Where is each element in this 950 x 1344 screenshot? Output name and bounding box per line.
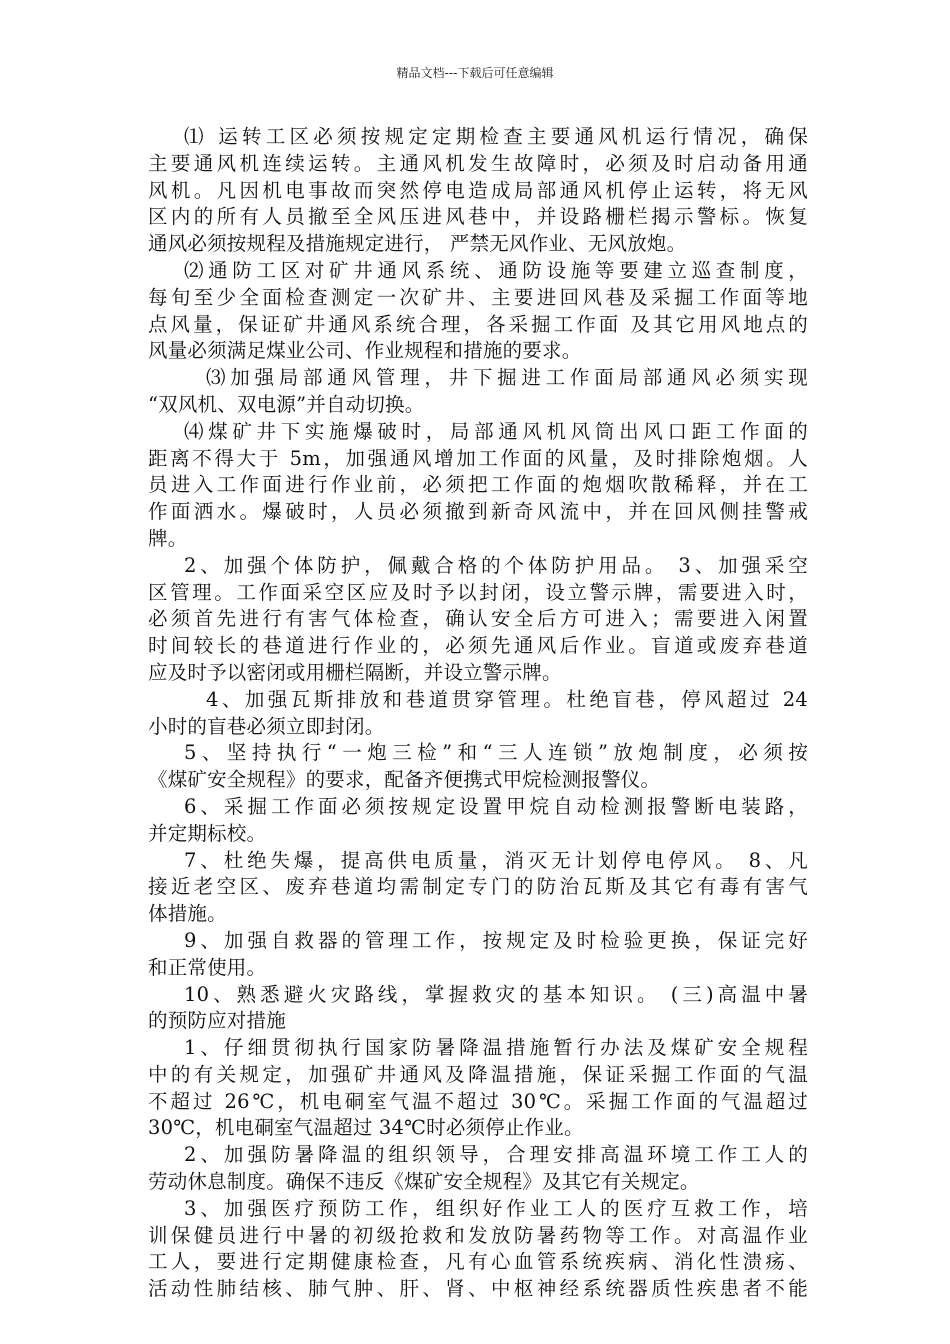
text-line: 4、加强瓦斯排放和巷道贯穿管理。杜绝盲巷，停风超过 24	[206, 687, 808, 711]
text-line: 6、采掘工作面必须按规定设置甲烷自动检测报警断电装路，	[184, 794, 808, 818]
text-line: 《煤矿安全规程》的要求，配备齐便携式甲烷检测报警仪。	[148, 768, 661, 792]
text-line: ⑵通防工区对矿井通风系统、通防设施等要建立巡查制度，	[184, 258, 808, 282]
text-line: 的预防应对措施	[148, 1009, 286, 1033]
text-line: 风量必须满足煤业公司、作业规程和措施的要求。	[148, 339, 582, 363]
text-line: 距离不得大于 5m，加强通风增加工作面的风量，及时排除炮烟。人	[148, 446, 808, 470]
text-line: 时间较长的巷道进行作业的，必须先通风后作业。盲道或废弃巷道	[148, 634, 808, 658]
text-line: 2、加强防暑降温的组织领导，合理安排高温环境工作工人的	[184, 1143, 808, 1167]
text-line: 工人，要进行定期健康检查，凡有心血管系统疾病、消化性溃疡、	[148, 1250, 808, 1274]
text-line: 不超过 26℃，机电硐室气温不超过 30℃。采掘工作面的气温超过	[148, 1089, 808, 1113]
text-line: 活动性肺结核、肺气肿、肝、肾、中枢神经系统器质性疾患者不能	[148, 1277, 808, 1301]
text-line: 员进入工作面进行作业前，必须把工作面的炮烟吹散稀释，并在工	[148, 473, 808, 497]
text-line: 9、加强自救器的管理工作，按规定及时检验更换，保证完好	[184, 928, 808, 952]
text-line: ⑶加强局部通风管理，井下掘进工作面局部通风必须实现	[206, 366, 808, 390]
text-line: 10、熟悉避火灾路线，掌握救灾的基本知识。 (三)高温中暑	[184, 982, 808, 1006]
text-line: 区管理。工作面采空区应及时予以封闭，设立警示牌，需要进入时，	[148, 580, 808, 604]
text-line: 小时的盲巷必须立即封闭。	[148, 714, 385, 738]
text-line: ⑴ 运转工区必须按规定定期检查主要通风机运行情况，确保	[184, 125, 808, 148]
text-line: 3、加强医疗预防工作，组织好作业工人的医疗互救工作，培	[184, 1196, 808, 1220]
text-line: 点风量，保证矿井通风系统合理，各采掘工作面 及其它用风地点的	[148, 312, 808, 336]
page-header: 精品文档---下载后可任意编辑	[396, 66, 554, 80]
text-line: 和正常使用。	[148, 955, 267, 979]
text-line: 劳动休息制度。确保不违反《煤矿安全规程》及其它有关规定。	[148, 1170, 700, 1194]
text-line: 风机。凡因机电事故而突然停电造成局部通风机停止运转，将无风	[148, 178, 808, 202]
text-line: 1、仔细贯彻执行国家防暑降温措施暂行办法及煤矿安全规程	[184, 1036, 808, 1060]
text-line: 5、坚持执行“一炮三检”和“三人连锁”放炮制度，必须按	[184, 741, 808, 765]
text-line: 牌。	[148, 526, 188, 550]
text-line: 30℃，机电硐室气温超过 34℃时必须停止作业。	[148, 1116, 584, 1140]
text-line: 主要通风机连续运转。主通风机发生故障时，必须及时启动备用通	[148, 151, 808, 175]
text-line: 接近老空区、废弃巷道均需制定专门的防治瓦斯及其它有毒有害气	[148, 875, 808, 899]
text-line: “双风机、双电源”并自动切换。	[148, 392, 425, 416]
text-line: 中的有关规定，加强矿井通风及降温措施，保证采掘工作面的气温	[148, 1062, 808, 1086]
text-line: 训保健员进行中暑的初级抢救和发放防暑药物等工作。对高温作业	[148, 1223, 808, 1247]
text-line: 每旬至少全面检查测定一次矿井、主要进回风巷及采掘工作面等地	[148, 285, 808, 309]
document-body	[148, 124, 808, 1303]
text-line: 并定期标校。	[148, 821, 267, 845]
text-line: 体措施。	[148, 902, 227, 926]
text-line: ⑷煤矿井下实施爆破时，局部通风机风筒出风口距工作面的	[184, 419, 808, 443]
text-line: 区内的所有人员撤至全风压进风巷中，并设路栅栏揭示警标。恢复	[148, 205, 808, 229]
text-line: 作面洒水。爆破时，人员必须撤到新奇风流中，并在回风侧挂警戒	[148, 500, 808, 524]
text-line: 必须首先进行有害气体检查，确认安全后方可进入；需要进入闲置	[148, 607, 808, 631]
text-line: 7、杜绝失爆，提高供电质量，消灭无计划停电停风。 8、凡	[184, 848, 808, 872]
text-line: 2、加强个体防护，佩戴合格的个体防护用品。 3、加强采空	[184, 553, 808, 577]
text-line: 通风必须按规程及措施规定进行， 严禁无风作业、无风放炮。	[148, 232, 687, 256]
text-line: 应及时予以密闭或用栅栏隔断，并设立警示牌。	[148, 660, 562, 684]
